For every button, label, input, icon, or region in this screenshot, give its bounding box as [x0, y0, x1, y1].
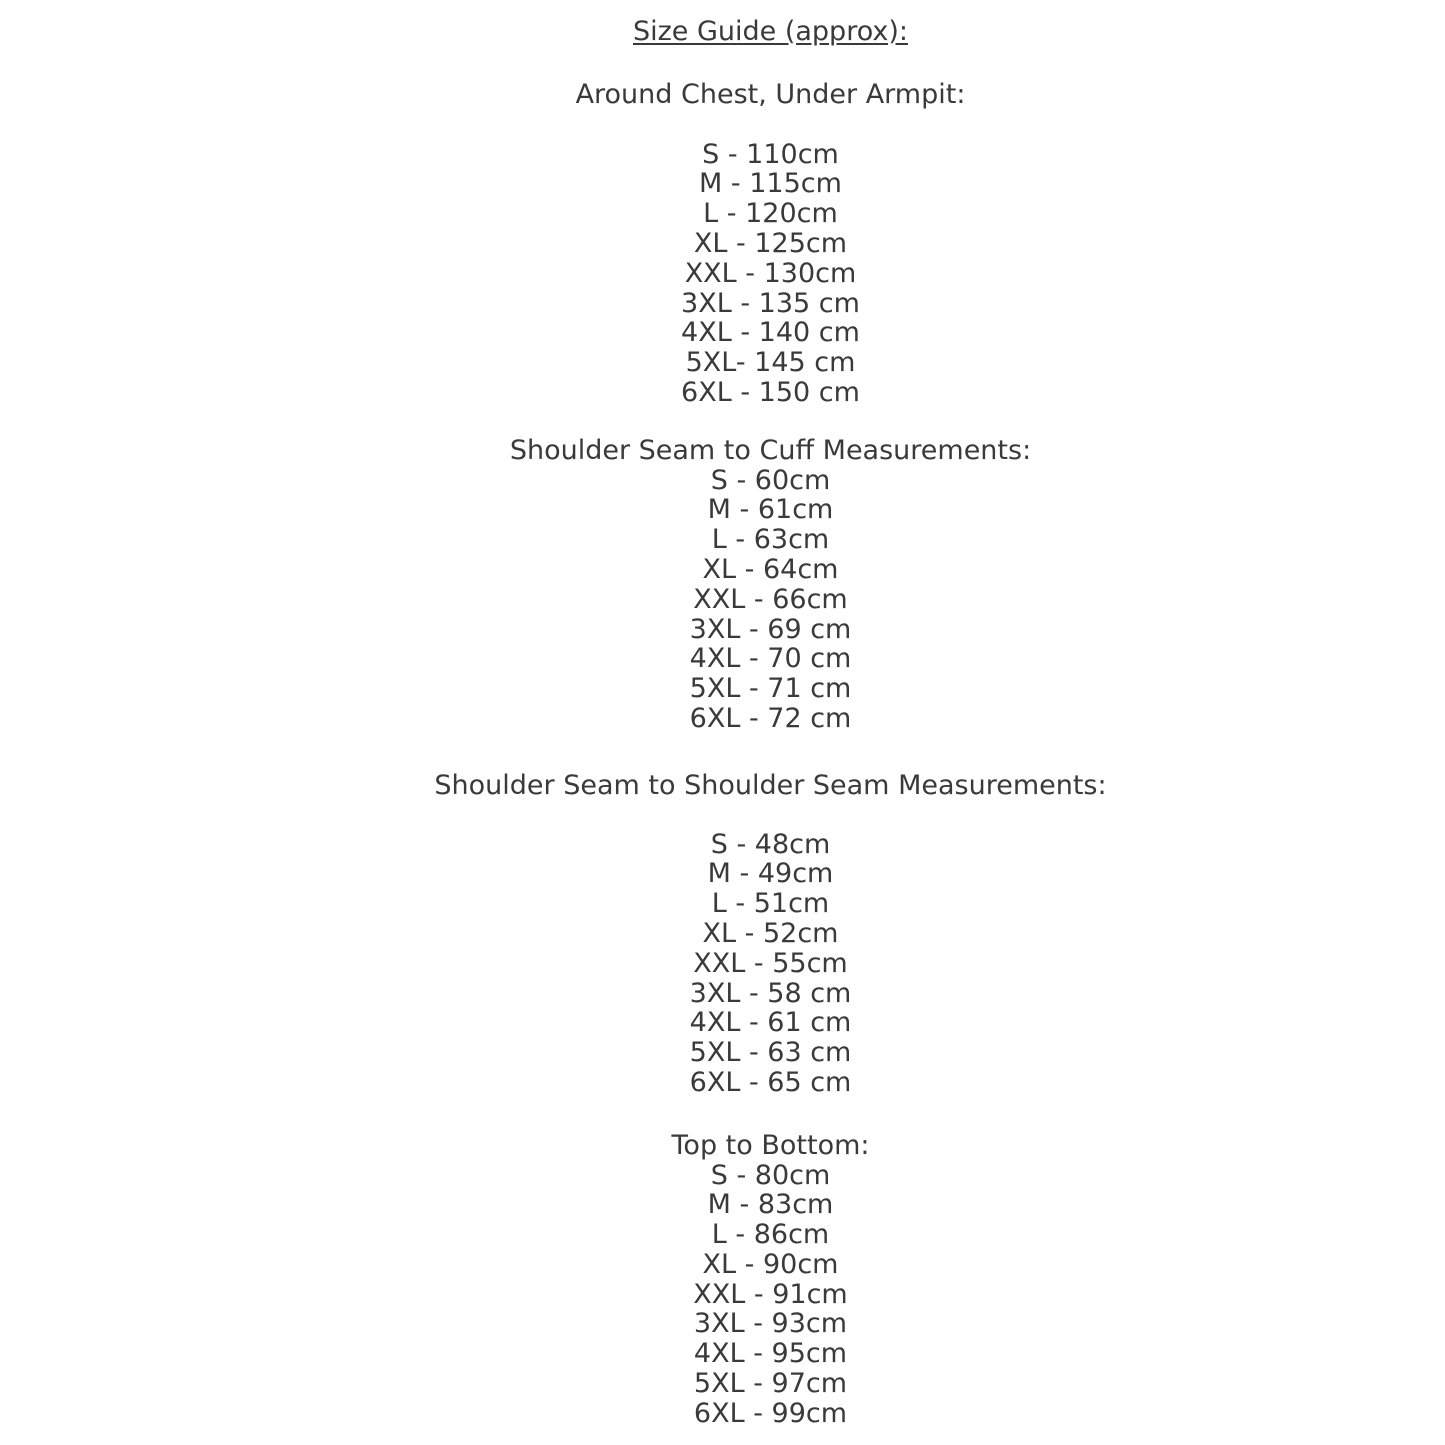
size-row: 5XL - 71 cm: [689, 673, 852, 705]
size-row: XL - 90cm: [702, 1248, 839, 1280]
size-row: 4XL - 95cm: [693, 1338, 848, 1370]
size-row: XXL - 55cm: [693, 947, 848, 979]
size-list: [48, 140, 1445, 408]
size-row: M - 83cm: [707, 1189, 834, 1221]
section-heading: Shoulder Seam to Shoulder Seam Measurements:: [434, 769, 1107, 801]
size-row: XL - 64cm: [702, 553, 839, 585]
section-heading: Shoulder Seam to Cuff Measurements:: [509, 434, 1032, 466]
size-row: 5XL - 63 cm: [689, 1037, 852, 1069]
size-row: 4XL - 140 cm: [681, 317, 860, 349]
size-section: [48, 80, 1445, 408]
size-row: 3XL - 135 cm: [681, 287, 860, 319]
size-row: 4XL - 61 cm: [689, 1007, 852, 1039]
size-row: 4XL - 70 cm: [689, 643, 852, 675]
size-row: XXL - 66cm: [693, 583, 848, 615]
size-row: XXL - 130cm: [684, 257, 857, 289]
size-row: XL - 52cm: [702, 917, 839, 949]
size-sections: [48, 80, 1445, 1429]
size-row: 6XL - 65 cm: [689, 1066, 852, 1098]
size-row: M - 49cm: [707, 858, 834, 890]
size-row: L - 120cm: [703, 198, 838, 230]
size-list: [48, 830, 1445, 1098]
size-row: L - 51cm: [711, 888, 830, 920]
size-row: M - 61cm: [707, 494, 834, 526]
size-row: XXL - 91cm: [693, 1278, 848, 1310]
size-guide-document: [48, 0, 1445, 1429]
size-row: 5XL - 97cm: [693, 1368, 848, 1400]
size-row: 5XL- 145 cm: [685, 347, 856, 379]
size-row: 6XL - 99cm: [693, 1397, 848, 1429]
size-section: [48, 1131, 1445, 1429]
size-row: M - 115cm: [699, 168, 842, 200]
size-list: [48, 1161, 1445, 1429]
size-row: L - 86cm: [711, 1219, 830, 1251]
size-row: 6XL - 72 cm: [689, 702, 852, 734]
size-section: [48, 436, 1445, 734]
page-title: Size Guide (approx):: [632, 16, 909, 47]
size-row: 3XL - 58 cm: [689, 977, 852, 1009]
size-row: 3XL - 69 cm: [689, 613, 852, 645]
size-list: [48, 466, 1445, 734]
section-heading: Top to Bottom:: [671, 1129, 870, 1161]
size-row: S - 80cm: [710, 1159, 831, 1191]
size-row: 3XL - 93cm: [693, 1308, 848, 1340]
section-heading: Around Chest, Under Armpit:: [575, 78, 966, 110]
size-row: L - 63cm: [711, 524, 830, 556]
size-row: S - 48cm: [710, 828, 831, 860]
size-row: S - 110cm: [702, 138, 839, 170]
size-row: S - 60cm: [710, 464, 831, 496]
size-row: 6XL - 150 cm: [681, 376, 860, 408]
size-row: XL - 125cm: [693, 227, 848, 259]
size-section: [48, 771, 1445, 1098]
